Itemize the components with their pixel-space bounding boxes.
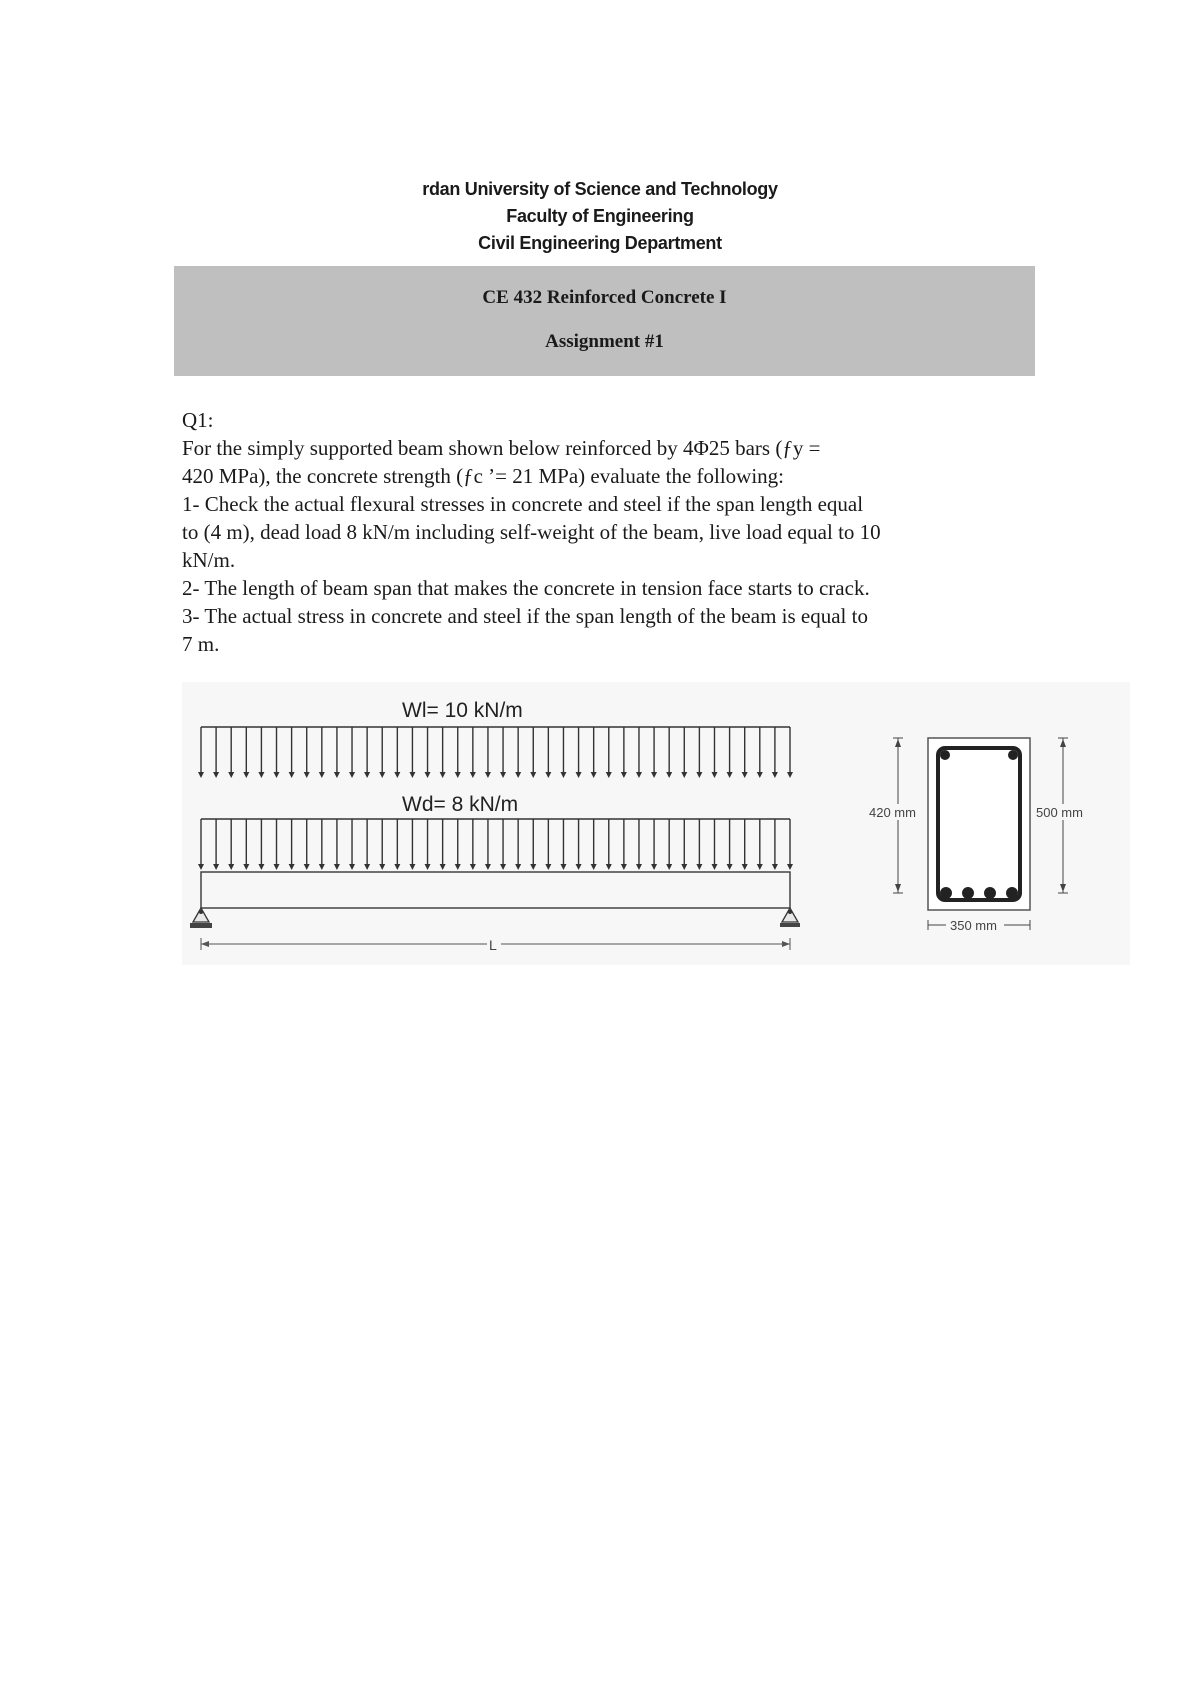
load-arrow-head [727, 864, 733, 870]
question-line: to (4 m), dead load 8 kN/m including self-weight of the beam, live load equal to 10 [182, 520, 881, 544]
load-arrow-head [711, 864, 717, 870]
load-arrow-head [394, 772, 400, 778]
load-arrow-head [228, 864, 234, 870]
load-arrow-head [440, 772, 446, 778]
load-arrow-head [485, 864, 491, 870]
load-arrow-head [228, 772, 234, 778]
load-arrow-head [576, 772, 582, 778]
load-arrow-head [243, 772, 249, 778]
question-line: 7 m. [182, 632, 220, 656]
load-arrow-head [455, 864, 461, 870]
bottom-bar [1006, 887, 1018, 899]
load-arrow-head [394, 864, 400, 870]
load-arrow-head [666, 772, 672, 778]
load-arrow-head [364, 864, 370, 870]
dead-load-arrows [198, 819, 793, 870]
load-arrow-head [591, 772, 597, 778]
bottom-bar [984, 887, 996, 899]
load-arrow-head [213, 772, 219, 778]
right-support [780, 908, 800, 927]
load-arrow-head [530, 772, 536, 778]
department-name: Civil Engineering Department [478, 233, 722, 253]
question-line: 3- The actual stress in concrete and steel if the span length of the beam is equal to [182, 604, 868, 628]
load-arrow-head [198, 772, 204, 778]
beam-diagram [182, 682, 1130, 965]
load-arrow-head [606, 864, 612, 870]
load-arrow-head [681, 772, 687, 778]
load-arrow-head [696, 772, 702, 778]
load-arrow-head [742, 864, 748, 870]
load-arrow-head [500, 864, 506, 870]
load-arrow-head [621, 772, 627, 778]
load-arrow-head [757, 864, 763, 870]
load-arrow-head [258, 772, 264, 778]
total-depth-label: 500 mm [1036, 805, 1083, 820]
load-arrow-head [787, 772, 793, 778]
beam-cross-section [928, 738, 1030, 910]
load-arrow-head [530, 864, 536, 870]
load-arrow-head [576, 864, 582, 870]
load-arrow-head [545, 772, 551, 778]
load-arrow-head [379, 864, 385, 870]
load-arrow-head [485, 772, 491, 778]
question-block [182, 406, 1022, 658]
document-header [0, 176, 1200, 257]
load-arrow-head [243, 864, 249, 870]
load-arrow-head [651, 772, 657, 778]
load-arrow-head [289, 864, 295, 870]
load-arrow-head [334, 772, 340, 778]
load-arrow-head [515, 772, 521, 778]
load-arrow-head [651, 864, 657, 870]
span-label: L [489, 937, 497, 953]
load-arrow-head [213, 864, 219, 870]
load-arrow-head [696, 864, 702, 870]
load-arrow-head [470, 864, 476, 870]
load-arrow-head [334, 864, 340, 870]
load-arrow-head [425, 772, 431, 778]
faculty-name: Faculty of Engineering [506, 206, 694, 226]
question-line: 1- Check the actual flexural stresses in concrete and steel if the span length equal [182, 492, 864, 516]
course-title: CE 432 Reinforced Concrete I [482, 287, 727, 308]
question-line: 420 MPa), the concrete strength (ƒc ’= 21 MPa) evaluate the following: [182, 464, 785, 488]
load-arrow-head [364, 772, 370, 778]
load-arrow-head [379, 772, 385, 778]
dead-load-label: Wd= 8 kN/m [402, 793, 519, 816]
load-arrow-head [319, 864, 325, 870]
load-arrow-head [409, 864, 415, 870]
load-arrow-head [772, 772, 778, 778]
load-arrow-head [787, 864, 793, 870]
load-arrow-head [591, 864, 597, 870]
live-load-label: Wl= 10 kN/m [402, 699, 523, 722]
bottom-bar [962, 887, 974, 899]
load-arrow-head [440, 864, 446, 870]
load-arrow-head [681, 864, 687, 870]
assignment-title: Assignment #1 [545, 331, 664, 352]
load-arrow-head [500, 772, 506, 778]
load-arrow-head [757, 772, 763, 778]
load-arrow-head [425, 864, 431, 870]
load-arrow-head [409, 772, 415, 778]
load-arrow-head [274, 772, 280, 778]
load-arrow-head [545, 864, 551, 870]
beam-body [201, 872, 790, 908]
load-arrow-head [560, 772, 566, 778]
load-arrow-head [711, 772, 717, 778]
left-support [190, 908, 212, 928]
load-arrow-head [621, 864, 627, 870]
load-arrow-head [515, 864, 521, 870]
load-arrow-head [319, 772, 325, 778]
question-line: For the simply supported beam shown below reinforced by 4Φ25 bars (ƒy = [182, 436, 821, 460]
top-bar [1008, 750, 1018, 760]
top-bar [940, 750, 950, 760]
section-outline [928, 738, 1030, 910]
load-arrow-head [470, 772, 476, 778]
load-arrow-head [455, 772, 461, 778]
beam-figure [182, 682, 1130, 965]
load-arrow-head [560, 864, 566, 870]
width-label: 350 mm [950, 918, 997, 933]
load-arrow-head [349, 864, 355, 870]
bottom-bar [940, 887, 952, 899]
effective-depth-label: 420 mm [869, 805, 916, 820]
load-arrow-head [636, 772, 642, 778]
load-arrow-head [258, 864, 264, 870]
load-arrow-head [304, 864, 310, 870]
question-line: kN/m. [182, 548, 236, 572]
load-arrow-head [606, 772, 612, 778]
load-arrow-head [274, 864, 280, 870]
load-arrow-head [772, 864, 778, 870]
load-arrow-head [349, 772, 355, 778]
load-arrow-head [666, 864, 672, 870]
question-label: Q1: [182, 408, 214, 432]
load-arrow-head [304, 772, 310, 778]
load-arrow-head [742, 772, 748, 778]
load-arrow-head [636, 864, 642, 870]
load-arrow-head [727, 772, 733, 778]
load-arrow-head [198, 864, 204, 870]
live-load-arrows [198, 727, 793, 778]
load-arrow-head [289, 772, 295, 778]
university-name: rdan University of Science and Technology [422, 179, 778, 199]
title-banner [174, 266, 1035, 376]
question-line: 2- The length of beam span that makes the concrete in tension face starts to crack. [182, 576, 870, 600]
